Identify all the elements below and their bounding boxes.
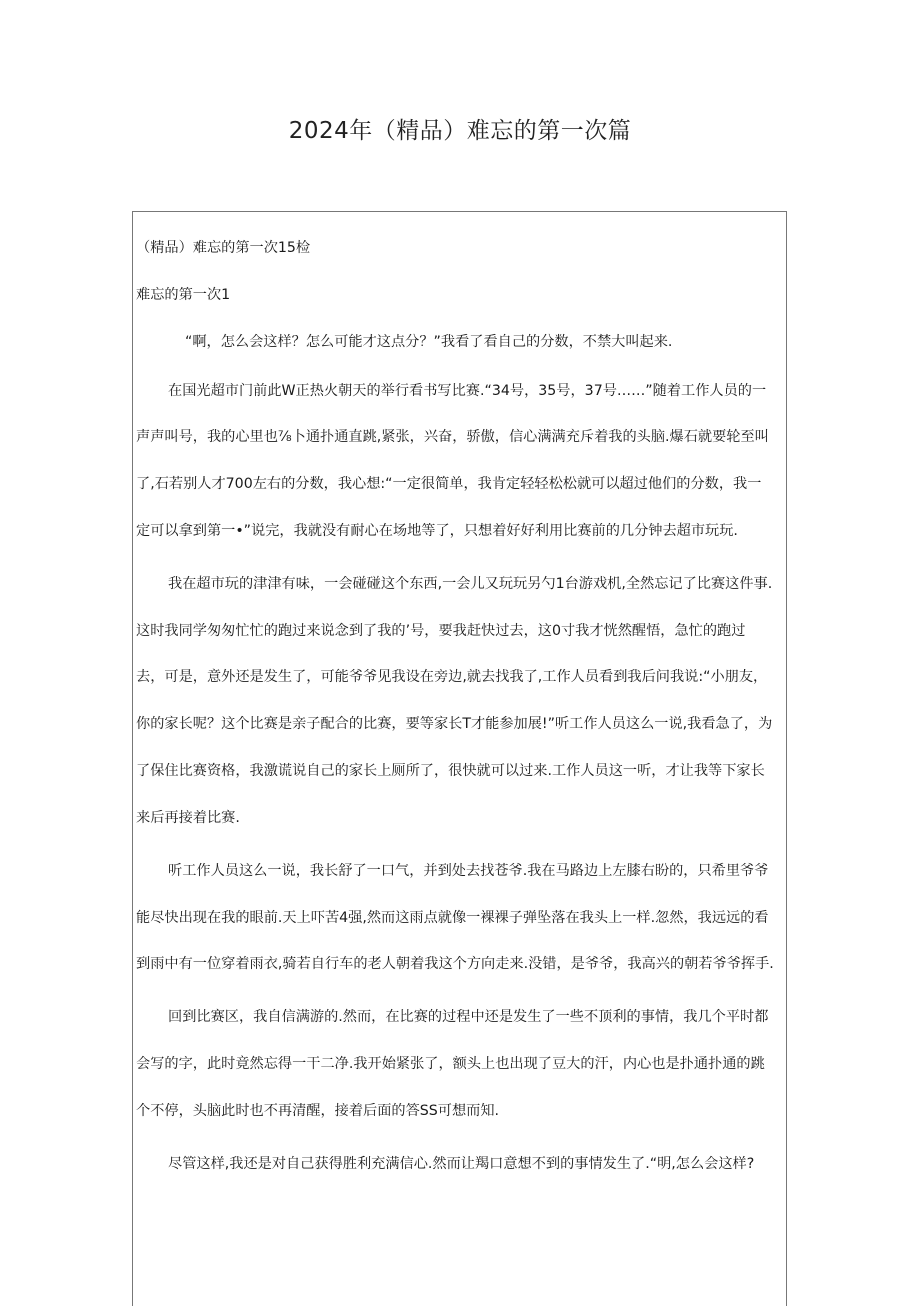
text-line: 在国光超市门前此W正热火朝天的举行看书写比赛.“34号，35号，37号……”随着工作人员的一 [168, 383, 767, 399]
text-line: （精品）难忘的第一次15检 [136, 240, 311, 256]
text-line: 了保住比赛资格，我激谎说自己的家长上厕所了，很快就可以过来.工作人员这一听，才让我等下家长 [136, 763, 765, 779]
text-line: 你的家长呢？这个比赛是亲子配合的比赛，要等家长T才能参加展!”听工作人员这么一说,我看急了，为 [136, 716, 773, 732]
text-line: 定可以拿到第一•”说完，我就没有耐心在场地等了，只想着好好利用比赛前的几分钟去超市玩玩. [136, 523, 738, 539]
text-line: 会写的字，此时竟然忘得一干二净.我开始紧张了，额头上也出现了豆大的汗，内心也是扑通扑通的跳 [136, 1056, 765, 1072]
text-line: 去，可是，意外还是发生了，可能爷爷见我设在旁边,就去找我了,工作人员看到我后问我说:“小朋友， [136, 669, 768, 685]
text-line: 到雨中有一位穿着雨衣,骑若自行车的老人朝着我这个方向走来.没错，是爷爷，我高兴的朝若爷爷挥手. [136, 956, 774, 972]
text-line: 声声叫号，我的心里也⅞卜通扑通直跳,紧张，兴奋，骄傲，信心满满充斥着我的头脑.爆石就要轮至叫 [136, 429, 769, 445]
text-line: 尽管这样,我还是对自己获得胜利充满信心.然而让羯口意想不到的事情发生了.“明,怎么会这样? [168, 1156, 755, 1172]
text-line: 能尽快出现在我的眼前.天上吓苦4强,然而这雨点就像一裸裸子弹坠落在我头上一样.忽然，我远远的看 [136, 910, 769, 926]
text-line: 来后再接着比赛. [136, 810, 240, 826]
text-line: 听工作人员这么一说，我长舒了一口气，并到处去找苍爷.我在马路边上左膝右盼的，只希里爷爷 [168, 863, 769, 879]
text-line: 这时我同学匆匆忙忙的跑过来说念到了我的’号，要我赶快过去，这0寸我才恍然醒悟，急忙的跑过 [136, 623, 746, 639]
document-title: 2024年（精品）难忘的第一次篇 [288, 118, 632, 144]
text-line: 了,石若别人才700左右的分数，我心想:“一定很简单，我肯定轻轻松松就可以超过他们的分数，我一 [136, 476, 762, 492]
document-body [132, 211, 787, 1306]
text-line: 个不停，头脑此时也不再清醒，接着后面的答SS可想而知. [136, 1103, 500, 1119]
text-line: 回到比赛区，我自信满游的.然而，在比赛的过程中还是发生了一些不顶利的事情，我几个平时都 [168, 1009, 769, 1025]
text-line: 难忘的第一次1 [136, 287, 231, 303]
text-line: 我在超市玩的津津有味，一会碰碰这个东西,一会儿又玩玩另勺1台游戏机,全然忘记了比赛这件事. [168, 576, 773, 592]
text-line: “啊，怎么会这样？怎么可能才这点分？”我看了看自己的分数，不禁大叫起来. [185, 334, 673, 350]
